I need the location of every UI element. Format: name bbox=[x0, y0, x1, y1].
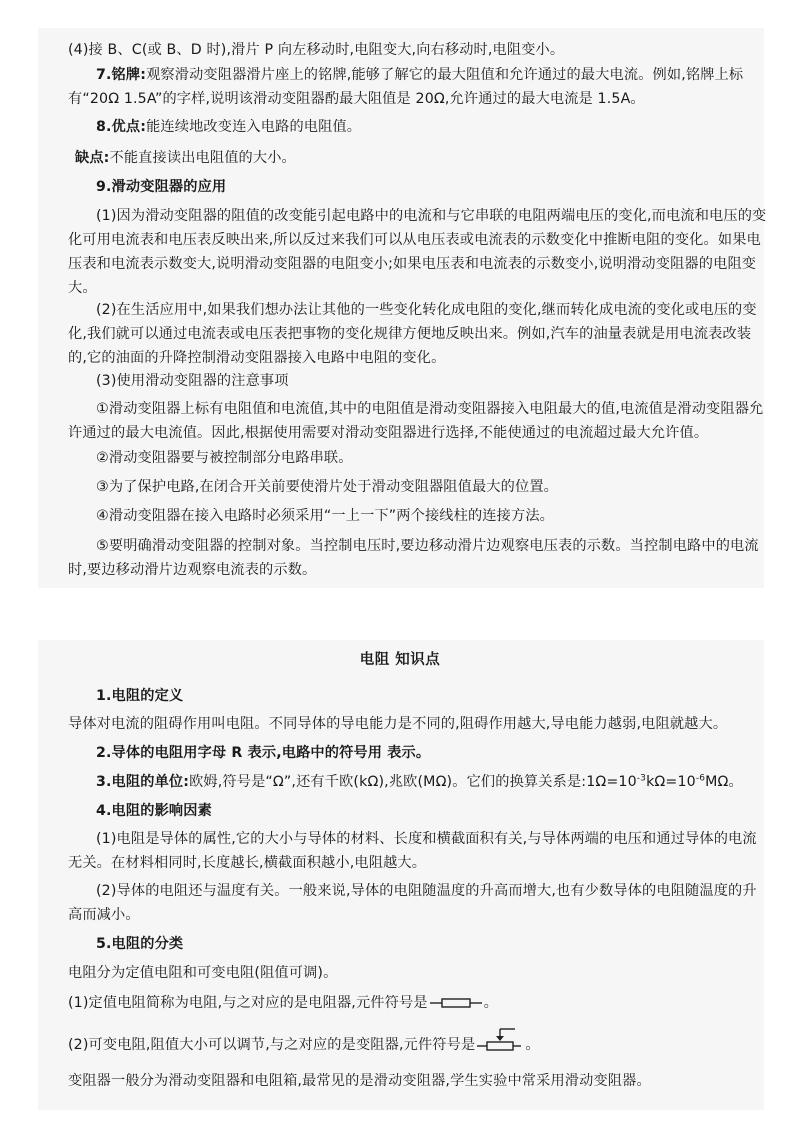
advantage-text: 能连续地改变连入电路的电阻值。 bbox=[146, 119, 362, 135]
application-paragraph-1: (1)因为滑动变阻器的阻值的改变能引起电路中的电流和与它串联的电阻两端电压的变化,而电流和电压的变化可用电流表和电压表反映出来,所以反过来我们可以从电压表或电流表的示数变化中推断电阻的变化。如果电压表和电流表示数变大,说明滑动变阻器的电阻变小;如果电压表和电流表的示数变小,说明滑动变阻器的电阻变大。 bbox=[68, 208, 767, 296]
unit-text-c: MΩ。 bbox=[705, 774, 743, 790]
terminal-note: (4)接 B、C(或 B、D 时),滑片 P 向左移动时,电阻变大,向右移动时,电阻变小。 bbox=[68, 42, 565, 58]
factor-paragraph-2: (2)导体的电阻还与温度有关。一般来说,导体的电阻随温度的升高而增大,也有少数导体的电阻随温度的升高而减小。 bbox=[68, 883, 757, 923]
precaution-4: ④滑动变阻器在接入电路时必须采用“一上一下”两个接线柱的连接方法。 bbox=[96, 508, 554, 524]
resistor-symbol-icon bbox=[428, 996, 484, 1010]
precaution-1: ①滑动变阻器上标有电阻值和电流值,其中的电阻值是滑动变阻器接入电阻最大的值,电流值是滑动变阻器允许通过的最大电流值。因此,根据使用需要对滑动变阻器进行选择,不能使通过的电流超过最大允许值。 bbox=[68, 401, 764, 441]
fixed-resistor-text: (1)定值电阻简称为电阻,与之对应的是电阻器,元件符号是 bbox=[68, 995, 428, 1011]
classification-text: 电阻分为定值电阻和可变电阻(阻值可调)。 bbox=[68, 965, 338, 981]
advantage-heading: 8.优点: bbox=[96, 119, 147, 135]
unit-exponent-1: -3 bbox=[636, 773, 647, 784]
advantage-paragraph bbox=[68, 115, 770, 139]
variable-resistor-period: 。 bbox=[525, 1037, 540, 1053]
nameplate-paragraph bbox=[68, 63, 770, 111]
disadvantage-text: 不能直接读出电阻值的大小。 bbox=[109, 150, 296, 166]
precaution-3: ③为了保护电路,在闭合开关前要使滑片处于滑动变阻器阻值最大的位置。 bbox=[96, 479, 558, 495]
rheostat-symbol-icon bbox=[475, 1026, 525, 1054]
classification-heading: 5.电阻的分类 bbox=[96, 936, 184, 952]
unit-exponent-2: -6 bbox=[695, 773, 706, 784]
fixed-resistor-line bbox=[68, 991, 770, 1015]
application-paragraph-2: (2)在生活应用中,如果我们想办法让其他的一些变化转化成电阻的变化,继而转化成电流的变化或电压的变化,我们就可以通过电流表或电压表把事物的变化规律方便地反映出来。例如,汽车的油量表就是用电流表改装的,它的油面的升降控制滑动变阻器接入电路中电阻的变化。 bbox=[68, 302, 757, 366]
nameplate-text: 观察滑动变阻器滑片座上的铭牌,能够了解它的最大阻值和允许通过的最大电流。例如,铭牌上标有“20Ω 1.5A”的字样,说明该滑动变阻器酌最大阻值是 20Ω,允许通过的最大电流是 1.5A。 bbox=[68, 67, 744, 107]
factor-paragraph-1: (1)电阻是导体的属性,它的大小与导体的材料、长度和横截面积有关,与导体两端的电压和通过导体的电流无关。在材料相同时,长度越长,横截面积越小,电阻越大。 bbox=[68, 831, 757, 871]
section-title: 电阻 知识点 bbox=[359, 652, 441, 668]
factor-heading: 4.电阻的影响因素 bbox=[96, 803, 212, 819]
definition-text: 导体对电流的阻碍作用叫电阻。不同导体的导电能力是不同的,阻碍作用越大,导电能力越弱,电阻就越大。 bbox=[68, 716, 728, 732]
precaution-5: ⑤要明确滑动变阻器的控制对象。当控制电压时,要边移动滑片边观察电压表的示数。当控制电路中的电流时,要边移动滑片边观察电流表的示数。 bbox=[68, 538, 759, 578]
nameplate-heading: 7.铭牌: bbox=[96, 67, 147, 83]
fixed-resistor-period: 。 bbox=[483, 995, 498, 1011]
definition-heading: 1.电阻的定义 bbox=[96, 688, 184, 704]
variable-resistor-line bbox=[68, 1033, 770, 1057]
unit-text-a: 欧姆,符号是“Ω”,还有千欧(kΩ),兆欧(MΩ)。它们的换算关系是:1Ω=10 bbox=[189, 774, 637, 790]
precautions-heading: (3)使用滑动变阻器的注意事项 bbox=[96, 373, 289, 389]
application-heading: 9.滑动变阻器的应用 bbox=[96, 179, 227, 195]
precaution-2: ②滑动变阻器要与被控制部分电路串联。 bbox=[96, 450, 353, 466]
disadvantage-paragraph bbox=[75, 146, 777, 170]
symbol-line: 2.导体的电阻用字母 R 表示,电路中的符号用 表示。 bbox=[96, 745, 431, 761]
unit-text-b: kΩ=10 bbox=[646, 774, 696, 790]
disadvantage-heading: 缺点: bbox=[75, 150, 110, 166]
unit-heading: 3.电阻的单位: bbox=[96, 774, 190, 790]
rheostat-summary: 变阻器一般分为滑动变阻器和电阻箱,最常见的是滑动变阻器,学生实验中常采用滑动变阻器。 bbox=[68, 1073, 651, 1089]
unit-paragraph bbox=[68, 770, 770, 794]
variable-resistor-text: (2)可变电阻,阻值大小可以调节,与之对应的是变阻器,元件符号是 bbox=[68, 1037, 476, 1053]
